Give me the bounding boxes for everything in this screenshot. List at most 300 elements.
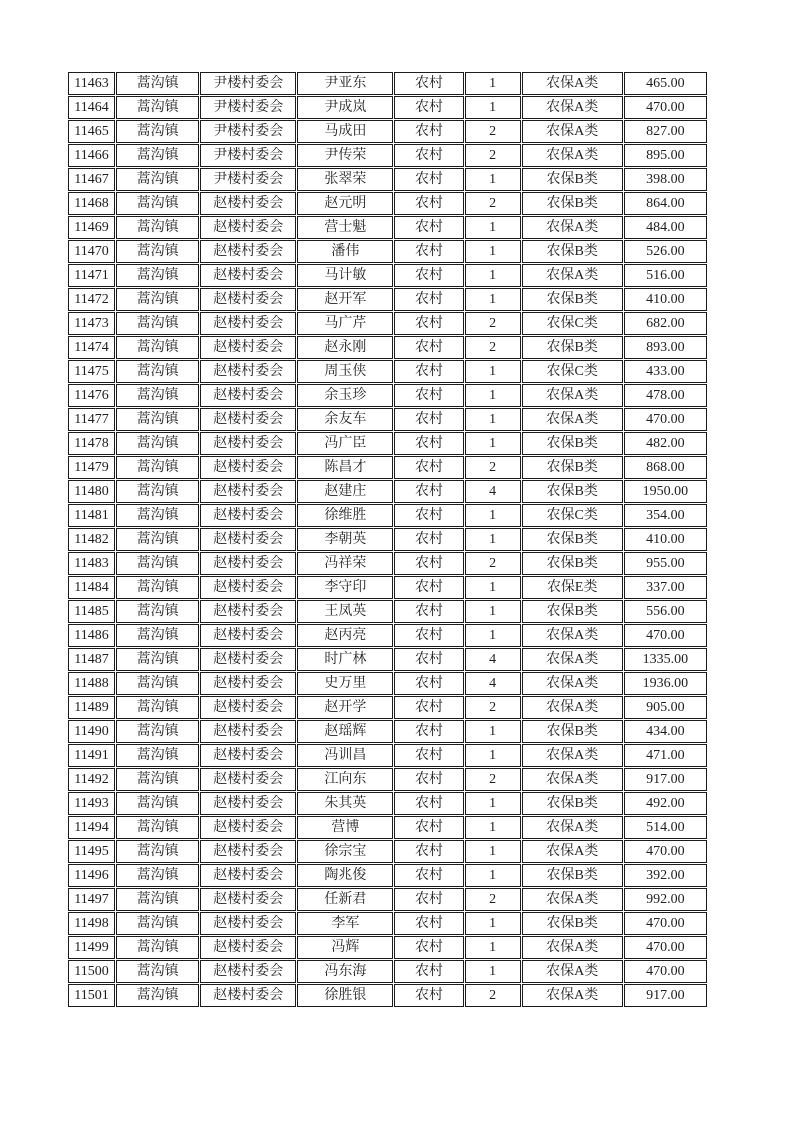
- cell-town: 蒿沟镇: [116, 672, 199, 695]
- cell-person_count: 2: [465, 120, 521, 143]
- cell-town: 蒿沟镇: [116, 120, 199, 143]
- cell-serial: 11485: [68, 600, 115, 623]
- cell-person_name: 江向东: [297, 768, 393, 791]
- table-row: [68, 984, 707, 1007]
- cell-amount: 682.00: [624, 312, 707, 335]
- cell-village: 赵楼村委会: [200, 336, 296, 359]
- cell-person_name: 余玉珍: [297, 384, 393, 407]
- cell-amount: 955.00: [624, 552, 707, 575]
- cell-serial: 11478: [68, 432, 115, 455]
- cell-residence_type: 农村: [394, 672, 463, 695]
- cell-village: 赵楼村委会: [200, 528, 296, 551]
- cell-person_count: 1: [465, 960, 521, 983]
- cell-insurance_category: 农保A类: [522, 744, 623, 767]
- cell-insurance_category: 农保A类: [522, 120, 623, 143]
- table-row: [68, 528, 707, 551]
- cell-insurance_category: 农保B类: [522, 912, 623, 935]
- cell-residence_type: 农村: [394, 264, 463, 287]
- table-row: [68, 600, 707, 623]
- cell-person_name: 冯东海: [297, 960, 393, 983]
- table-row: [68, 648, 707, 671]
- cell-amount: 470.00: [624, 960, 707, 983]
- cell-person_count: 2: [465, 696, 521, 719]
- cell-town: 蒿沟镇: [116, 768, 199, 791]
- cell-person_count: 1: [465, 792, 521, 815]
- table-row: [68, 792, 707, 815]
- table-row: [68, 288, 707, 311]
- cell-residence_type: 农村: [394, 936, 463, 959]
- cell-town: 蒿沟镇: [116, 360, 199, 383]
- table-row: [68, 552, 707, 575]
- cell-insurance_category: 农保A类: [522, 72, 623, 95]
- cell-amount: 556.00: [624, 600, 707, 623]
- table-row: [68, 816, 707, 839]
- cell-residence_type: 农村: [394, 960, 463, 983]
- cell-serial: 11479: [68, 456, 115, 479]
- cell-town: 蒿沟镇: [116, 864, 199, 887]
- cell-person_count: 1: [465, 720, 521, 743]
- cell-village: 尹楼村委会: [200, 72, 296, 95]
- cell-person_count: 1: [465, 432, 521, 455]
- cell-village: 尹楼村委会: [200, 120, 296, 143]
- table-row: [68, 864, 707, 887]
- table-body: [68, 72, 707, 1007]
- cell-person_count: 1: [465, 264, 521, 287]
- cell-village: 赵楼村委会: [200, 360, 296, 383]
- cell-residence_type: 农村: [394, 192, 463, 215]
- cell-residence_type: 农村: [394, 144, 463, 167]
- cell-town: 蒿沟镇: [116, 192, 199, 215]
- cell-insurance_category: 农保A类: [522, 624, 623, 647]
- cell-residence_type: 农村: [394, 96, 463, 119]
- cell-insurance_category: 农保B类: [522, 432, 623, 455]
- cell-residence_type: 农村: [394, 384, 463, 407]
- cell-person_count: 1: [465, 600, 521, 623]
- cell-town: 蒿沟镇: [116, 696, 199, 719]
- cell-amount: 354.00: [624, 504, 707, 527]
- cell-person_name: 营博: [297, 816, 393, 839]
- cell-person_count: 1: [465, 816, 521, 839]
- cell-person_name: 冯广臣: [297, 432, 393, 455]
- cell-village: 赵楼村委会: [200, 864, 296, 887]
- cell-person_name: 赵开军: [297, 288, 393, 311]
- cell-village: 赵楼村委会: [200, 432, 296, 455]
- cell-insurance_category: 农保A类: [522, 888, 623, 911]
- cell-residence_type: 农村: [394, 456, 463, 479]
- cell-village: 赵楼村委会: [200, 696, 296, 719]
- cell-village: 赵楼村委会: [200, 408, 296, 431]
- cell-town: 蒿沟镇: [116, 960, 199, 983]
- cell-village: 尹楼村委会: [200, 168, 296, 191]
- cell-insurance_category: 农保B类: [522, 480, 623, 503]
- cell-town: 蒿沟镇: [116, 264, 199, 287]
- table-row: [68, 912, 707, 935]
- cell-residence_type: 农村: [394, 768, 463, 791]
- cell-person_count: 4: [465, 672, 521, 695]
- cell-amount: 471.00: [624, 744, 707, 767]
- cell-village: 赵楼村委会: [200, 480, 296, 503]
- cell-person_name: 时广林: [297, 648, 393, 671]
- cell-town: 蒿沟镇: [116, 648, 199, 671]
- cell-village: 赵楼村委会: [200, 504, 296, 527]
- cell-town: 蒿沟镇: [116, 216, 199, 239]
- cell-insurance_category: 农保A类: [522, 216, 623, 239]
- cell-insurance_category: 农保B类: [522, 336, 623, 359]
- cell-serial: 11494: [68, 816, 115, 839]
- cell-serial: 11468: [68, 192, 115, 215]
- cell-town: 蒿沟镇: [116, 552, 199, 575]
- cell-town: 蒿沟镇: [116, 288, 199, 311]
- cell-person_name: 冯辉: [297, 936, 393, 959]
- table-row: [68, 144, 707, 167]
- cell-insurance_category: 农保E类: [522, 576, 623, 599]
- cell-amount: 1950.00: [624, 480, 707, 503]
- cell-person_name: 李朝英: [297, 528, 393, 551]
- cell-serial: 11484: [68, 576, 115, 599]
- cell-amount: 470.00: [624, 840, 707, 863]
- cell-serial: 11480: [68, 480, 115, 503]
- cell-residence_type: 农村: [394, 600, 463, 623]
- cell-residence_type: 农村: [394, 744, 463, 767]
- cell-village: 赵楼村委会: [200, 744, 296, 767]
- cell-residence_type: 农村: [394, 696, 463, 719]
- cell-amount: 470.00: [624, 912, 707, 935]
- cell-residence_type: 农村: [394, 864, 463, 887]
- table-row: [68, 264, 707, 287]
- table-row: [68, 192, 707, 215]
- cell-amount: 868.00: [624, 456, 707, 479]
- cell-amount: 337.00: [624, 576, 707, 599]
- cell-person_count: 1: [465, 936, 521, 959]
- cell-insurance_category: 农保A类: [522, 696, 623, 719]
- cell-serial: 11493: [68, 792, 115, 815]
- cell-insurance_category: 农保C类: [522, 504, 623, 527]
- cell-person_name: 营士魁: [297, 216, 393, 239]
- cell-insurance_category: 农保B类: [522, 720, 623, 743]
- cell-serial: 11463: [68, 72, 115, 95]
- cell-amount: 917.00: [624, 768, 707, 791]
- cell-village: 尹楼村委会: [200, 144, 296, 167]
- cell-residence_type: 农村: [394, 792, 463, 815]
- cell-town: 蒿沟镇: [116, 888, 199, 911]
- cell-person_name: 徐维胜: [297, 504, 393, 527]
- cell-serial: 11483: [68, 552, 115, 575]
- cell-person_name: 周玉侠: [297, 360, 393, 383]
- cell-village: 赵楼村委会: [200, 456, 296, 479]
- cell-amount: 410.00: [624, 528, 707, 551]
- cell-town: 蒿沟镇: [116, 240, 199, 263]
- cell-amount: 492.00: [624, 792, 707, 815]
- table-row: [68, 456, 707, 479]
- cell-serial: 11464: [68, 96, 115, 119]
- cell-amount: 516.00: [624, 264, 707, 287]
- cell-insurance_category: 农保A类: [522, 960, 623, 983]
- cell-amount: 392.00: [624, 864, 707, 887]
- cell-serial: 11498: [68, 912, 115, 935]
- cell-person_name: 赵瑶辉: [297, 720, 393, 743]
- cell-amount: 992.00: [624, 888, 707, 911]
- cell-amount: 526.00: [624, 240, 707, 263]
- cell-amount: 470.00: [624, 936, 707, 959]
- cell-person_name: 赵永刚: [297, 336, 393, 359]
- table-row: [68, 96, 707, 119]
- cell-person_count: 1: [465, 864, 521, 887]
- cell-insurance_category: 农保B类: [522, 864, 623, 887]
- table-row: [68, 168, 707, 191]
- cell-town: 蒿沟镇: [116, 408, 199, 431]
- cell-village: 赵楼村委会: [200, 264, 296, 287]
- cell-person_count: 1: [465, 528, 521, 551]
- cell-residence_type: 农村: [394, 624, 463, 647]
- table-row: [68, 360, 707, 383]
- cell-town: 蒿沟镇: [116, 984, 199, 1007]
- cell-person_count: 2: [465, 552, 521, 575]
- cell-residence_type: 农村: [394, 336, 463, 359]
- table-row: [68, 240, 707, 263]
- cell-person_count: 2: [465, 984, 521, 1007]
- cell-amount: 514.00: [624, 816, 707, 839]
- cell-residence_type: 农村: [394, 288, 463, 311]
- cell-person_count: 2: [465, 888, 521, 911]
- cell-town: 蒿沟镇: [116, 528, 199, 551]
- cell-serial: 11465: [68, 120, 115, 143]
- cell-serial: 11466: [68, 144, 115, 167]
- cell-person_name: 马广芹: [297, 312, 393, 335]
- table-row: [68, 120, 707, 143]
- cell-serial: 11486: [68, 624, 115, 647]
- cell-town: 蒿沟镇: [116, 144, 199, 167]
- cell-person_name: 赵建庄: [297, 480, 393, 503]
- cell-town: 蒿沟镇: [116, 840, 199, 863]
- cell-residence_type: 农村: [394, 720, 463, 743]
- cell-residence_type: 农村: [394, 240, 463, 263]
- cell-serial: 11488: [68, 672, 115, 695]
- cell-residence_type: 农村: [394, 72, 463, 95]
- cell-person_name: 赵丙亮: [297, 624, 393, 647]
- cell-insurance_category: 农保C类: [522, 360, 623, 383]
- cell-amount: 470.00: [624, 96, 707, 119]
- cell-amount: 1335.00: [624, 648, 707, 671]
- cell-person_count: 2: [465, 456, 521, 479]
- table-row: [68, 336, 707, 359]
- cell-person_name: 尹传荣: [297, 144, 393, 167]
- cell-insurance_category: 农保A类: [522, 144, 623, 167]
- cell-insurance_category: 农保C类: [522, 312, 623, 335]
- cell-person_count: 1: [465, 912, 521, 935]
- cell-serial: 11487: [68, 648, 115, 671]
- cell-amount: 470.00: [624, 624, 707, 647]
- cell-village: 赵楼村委会: [200, 792, 296, 815]
- cell-person_count: 1: [465, 408, 521, 431]
- cell-serial: 11490: [68, 720, 115, 743]
- cell-residence_type: 农村: [394, 408, 463, 431]
- table-row: [68, 576, 707, 599]
- cell-amount: 895.00: [624, 144, 707, 167]
- cell-residence_type: 农村: [394, 888, 463, 911]
- cell-residence_type: 农村: [394, 816, 463, 839]
- cell-village: 赵楼村委会: [200, 288, 296, 311]
- cell-insurance_category: 农保A类: [522, 936, 623, 959]
- cell-serial: 11499: [68, 936, 115, 959]
- cell-serial: 11489: [68, 696, 115, 719]
- cell-amount: 917.00: [624, 984, 707, 1007]
- cell-serial: 11472: [68, 288, 115, 311]
- cell-amount: 482.00: [624, 432, 707, 455]
- cell-insurance_category: 农保A类: [522, 408, 623, 431]
- cell-person_count: 1: [465, 504, 521, 527]
- cell-person_name: 马成田: [297, 120, 393, 143]
- table-row: [68, 768, 707, 791]
- table-row: [68, 312, 707, 335]
- table-row: [68, 720, 707, 743]
- cell-village: 赵楼村委会: [200, 624, 296, 647]
- cell-person_name: 马计敏: [297, 264, 393, 287]
- table-row: [68, 672, 707, 695]
- cell-person_name: 李守印: [297, 576, 393, 599]
- cell-amount: 1936.00: [624, 672, 707, 695]
- cell-insurance_category: 农保A类: [522, 840, 623, 863]
- cell-person_name: 赵开学: [297, 696, 393, 719]
- cell-insurance_category: 农保A类: [522, 768, 623, 791]
- cell-town: 蒿沟镇: [116, 576, 199, 599]
- cell-amount: 398.00: [624, 168, 707, 191]
- cell-insurance_category: 农保B类: [522, 552, 623, 575]
- cell-residence_type: 农村: [394, 120, 463, 143]
- cell-person_name: 余友车: [297, 408, 393, 431]
- cell-person_name: 徐胜银: [297, 984, 393, 1007]
- cell-serial: 11501: [68, 984, 115, 1007]
- cell-person_name: 王凤英: [297, 600, 393, 623]
- cell-town: 蒿沟镇: [116, 456, 199, 479]
- cell-serial: 11491: [68, 744, 115, 767]
- cell-insurance_category: 农保A类: [522, 984, 623, 1007]
- cell-amount: 905.00: [624, 696, 707, 719]
- cell-person_name: 张翠荣: [297, 168, 393, 191]
- cell-village: 赵楼村委会: [200, 960, 296, 983]
- cell-serial: 11482: [68, 528, 115, 551]
- cell-serial: 11470: [68, 240, 115, 263]
- cell-serial: 11471: [68, 264, 115, 287]
- cell-serial: 11474: [68, 336, 115, 359]
- table-row: [68, 936, 707, 959]
- cell-residence_type: 农村: [394, 984, 463, 1007]
- cell-serial: 11481: [68, 504, 115, 527]
- cell-person_name: 徐宗宝: [297, 840, 393, 863]
- cell-person_count: 4: [465, 648, 521, 671]
- table-row: [68, 216, 707, 239]
- cell-town: 蒿沟镇: [116, 96, 199, 119]
- cell-insurance_category: 农保A类: [522, 264, 623, 287]
- cell-village: 赵楼村委会: [200, 936, 296, 959]
- cell-residence_type: 农村: [394, 840, 463, 863]
- cell-village: 赵楼村委会: [200, 312, 296, 335]
- cell-person_count: 2: [465, 336, 521, 359]
- cell-person_name: 尹成岚: [297, 96, 393, 119]
- table-row: [68, 480, 707, 503]
- cell-serial: 11495: [68, 840, 115, 863]
- table-row: [68, 624, 707, 647]
- cell-amount: 433.00: [624, 360, 707, 383]
- table-row: [68, 384, 707, 407]
- cell-town: 蒿沟镇: [116, 432, 199, 455]
- cell-serial: 11492: [68, 768, 115, 791]
- cell-insurance_category: 农保A类: [522, 96, 623, 119]
- cell-town: 蒿沟镇: [116, 720, 199, 743]
- cell-person_count: 2: [465, 768, 521, 791]
- cell-village: 赵楼村委会: [200, 768, 296, 791]
- cell-residence_type: 农村: [394, 528, 463, 551]
- cell-amount: 470.00: [624, 408, 707, 431]
- cell-insurance_category: 农保B类: [522, 168, 623, 191]
- cell-town: 蒿沟镇: [116, 600, 199, 623]
- cell-village: 赵楼村委会: [200, 984, 296, 1007]
- cell-village: 赵楼村委会: [200, 816, 296, 839]
- table-row: [68, 504, 707, 527]
- cell-town: 蒿沟镇: [116, 816, 199, 839]
- cell-person_count: 1: [465, 840, 521, 863]
- cell-person_count: 1: [465, 576, 521, 599]
- table-row: [68, 696, 707, 719]
- cell-village: 赵楼村委会: [200, 192, 296, 215]
- cell-town: 蒿沟镇: [116, 384, 199, 407]
- cell-village: 赵楼村委会: [200, 552, 296, 575]
- cell-person_count: 1: [465, 72, 521, 95]
- cell-village: 赵楼村委会: [200, 648, 296, 671]
- cell-insurance_category: 农保A类: [522, 384, 623, 407]
- cell-insurance_category: 农保B类: [522, 528, 623, 551]
- cell-town: 蒿沟镇: [116, 792, 199, 815]
- cell-residence_type: 农村: [394, 648, 463, 671]
- cell-insurance_category: 农保B类: [522, 792, 623, 815]
- pension-roster-table: [67, 71, 708, 1008]
- cell-residence_type: 农村: [394, 312, 463, 335]
- cell-person_count: 2: [465, 312, 521, 335]
- cell-village: 尹楼村委会: [200, 96, 296, 119]
- cell-person_name: 任新君: [297, 888, 393, 911]
- cell-amount: 893.00: [624, 336, 707, 359]
- cell-amount: 484.00: [624, 216, 707, 239]
- cell-person_name: 李军: [297, 912, 393, 935]
- cell-person_count: 1: [465, 96, 521, 119]
- cell-insurance_category: 农保B类: [522, 192, 623, 215]
- cell-town: 蒿沟镇: [116, 312, 199, 335]
- cell-person_count: 1: [465, 216, 521, 239]
- cell-person_name: 陈昌才: [297, 456, 393, 479]
- cell-amount: 434.00: [624, 720, 707, 743]
- cell-residence_type: 农村: [394, 480, 463, 503]
- cell-serial: 11473: [68, 312, 115, 335]
- table-row: [68, 744, 707, 767]
- cell-residence_type: 农村: [394, 912, 463, 935]
- cell-person_name: 赵元明: [297, 192, 393, 215]
- cell-residence_type: 农村: [394, 216, 463, 239]
- cell-serial: 11500: [68, 960, 115, 983]
- cell-residence_type: 农村: [394, 168, 463, 191]
- cell-town: 蒿沟镇: [116, 480, 199, 503]
- cell-person_count: 1: [465, 384, 521, 407]
- table-row: [68, 72, 707, 95]
- table-row: [68, 408, 707, 431]
- cell-village: 赵楼村委会: [200, 912, 296, 935]
- table-row: [68, 432, 707, 455]
- cell-town: 蒿沟镇: [116, 336, 199, 359]
- cell-village: 赵楼村委会: [200, 216, 296, 239]
- cell-town: 蒿沟镇: [116, 744, 199, 767]
- cell-person_count: 2: [465, 144, 521, 167]
- cell-serial: 11467: [68, 168, 115, 191]
- cell-village: 赵楼村委会: [200, 888, 296, 911]
- cell-amount: 827.00: [624, 120, 707, 143]
